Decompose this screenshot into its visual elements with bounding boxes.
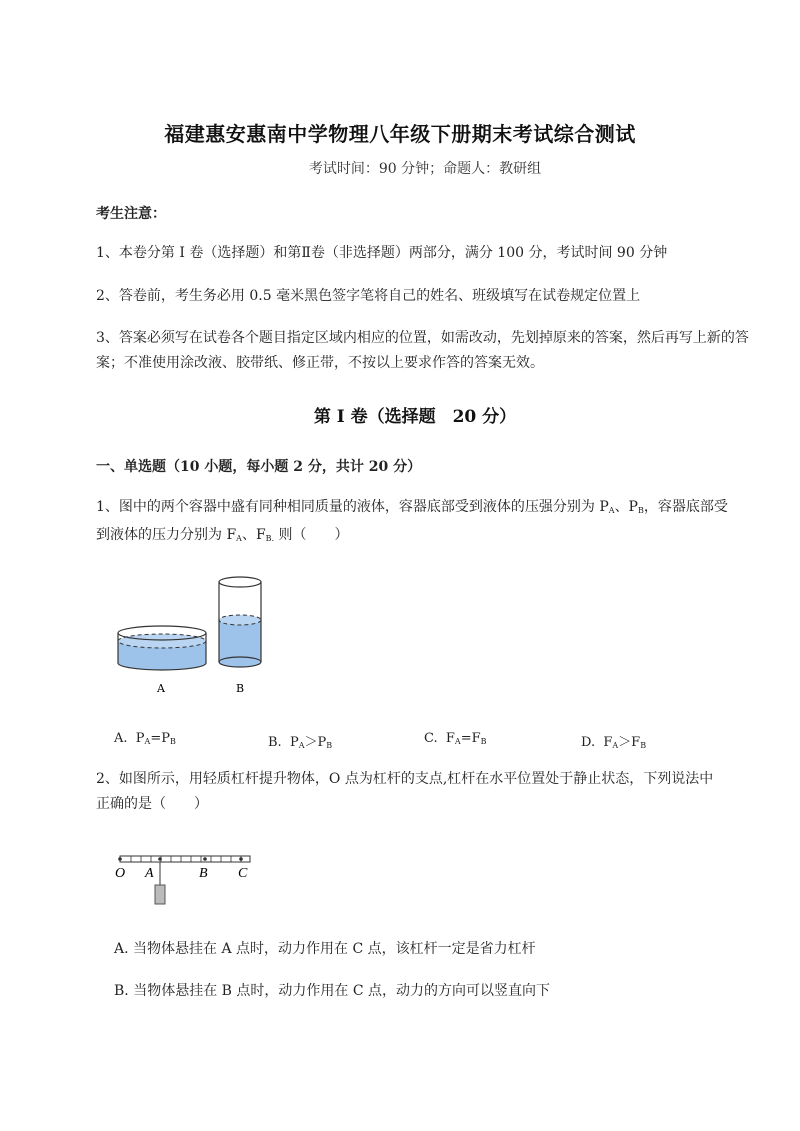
- q1-stem-part: 、P: [614, 499, 638, 515]
- option-sub: B: [326, 741, 333, 750]
- option-letter: D.: [581, 735, 596, 750]
- q1-stem-part: 到液体的压力分别为 F: [96, 527, 237, 543]
- q1-option-b[interactable]: [268, 731, 332, 750]
- container-b-liquid: [219, 620, 261, 662]
- option-sub: B: [640, 741, 647, 750]
- question-2-stem: [96, 767, 756, 817]
- exam-info: 考试时间：90 分钟；命题人：教研组: [308, 161, 542, 177]
- label-a: A: [145, 866, 154, 881]
- option-text: P: [135, 731, 145, 746]
- option-text: F: [603, 735, 613, 750]
- container-b-bottom: [219, 657, 261, 667]
- q1-stem-part: ，容器底部受: [643, 499, 728, 515]
- container-a-label: A: [157, 682, 165, 695]
- option-text: P: [289, 735, 299, 750]
- label-b: B: [199, 866, 208, 881]
- question-1-stem: [96, 495, 756, 551]
- containers-figure: [105, 570, 285, 705]
- option-text: =P: [150, 731, 170, 746]
- option-letter: A.: [114, 731, 128, 746]
- lever-figure: [110, 848, 260, 910]
- option-sub: A: [612, 741, 619, 750]
- option-text: ＞F: [618, 735, 641, 750]
- q1-option-c[interactable]: [424, 731, 487, 746]
- label-c: C: [238, 866, 248, 881]
- point-b: [203, 857, 207, 861]
- point-c: [239, 857, 243, 861]
- q2-option-b[interactable]: B. 当物体悬挂在 B 点时，动力作用在 C 点，动力的方向可以竖直向下: [114, 983, 550, 999]
- option-text: =F: [460, 731, 481, 746]
- label-o: O: [115, 866, 126, 881]
- notice-item-3: 3、答案必须写在试卷各个题目指定区域内相应的位置，如需改动，先划掉原来的答案，然后再写上新的答案；不准使用涂改液、胶带纸、修正带，不按以上要求作答的答案无效。: [96, 330, 749, 371]
- option-text: ＞P: [304, 735, 327, 750]
- option-sub: A: [144, 737, 151, 746]
- q1-stem-part: 1、图中的两个容器中盛有同种相同质量的液体，容器底部受到液体的压强分别为 P: [96, 499, 609, 515]
- page-title: 福建惠安惠南中学物理八年级下册期末考试综合测试: [164, 122, 636, 146]
- notice-item-1: 1、本卷分第 I 卷（选择题）和第Ⅱ卷（非选择题）两部分，满分 100 分，考试时间 90 分钟: [96, 245, 668, 261]
- container-a-surface: [118, 634, 206, 648]
- option-letter: C.: [424, 731, 438, 746]
- q1-sub: A: [236, 534, 242, 543]
- q1-stem-part: 则（ ）: [274, 527, 349, 543]
- container-b-surface: [219, 615, 261, 625]
- q2-option-a[interactable]: A. 当物体悬挂在 A 点时，动力作用在 C 点，该杠杆一定是省力杠杆: [114, 941, 536, 957]
- q1-stem-part: 、F: [241, 527, 266, 543]
- container-b-label: B: [236, 682, 245, 695]
- option-sub: A: [454, 737, 461, 746]
- q1-option-a[interactable]: [114, 731, 176, 746]
- hanging-weight: [155, 885, 165, 904]
- q2-stem-line: 正确的是（ ）: [96, 796, 208, 812]
- question-type-heading: 一、单选题（10 小题，每小题 2 分，共计 20 分）: [96, 459, 422, 475]
- option-letter: B.: [268, 735, 282, 750]
- q1-option-d[interactable]: [581, 731, 646, 750]
- pivot-o: [118, 857, 122, 861]
- q1-sub: A: [608, 506, 615, 515]
- option-sub: A: [298, 741, 305, 750]
- section-title: 第 I 卷（选择题 20 分）: [313, 407, 517, 427]
- option-text: F: [445, 731, 455, 746]
- lever-bar: [120, 856, 250, 862]
- q1-sub: B: [637, 506, 644, 515]
- q2-stem-line: 2、如图所示，用轻质杠杆提升物体，O 点为杠杆的支点,杠杆在水平位置处于静止状态，下列说法中: [96, 771, 714, 787]
- q1-sub: B.: [265, 534, 275, 543]
- option-sub: B: [480, 737, 487, 746]
- notice-heading: 考生注意：: [96, 206, 166, 222]
- point-a: [158, 857, 162, 861]
- option-sub: B: [169, 737, 176, 746]
- notice-item-2: 2、答卷前，考生务必用 0.5 毫米黑色签字笔将自己的姓名、班级填写在试卷规定位置上: [96, 288, 641, 304]
- container-b-rim: [219, 577, 261, 587]
